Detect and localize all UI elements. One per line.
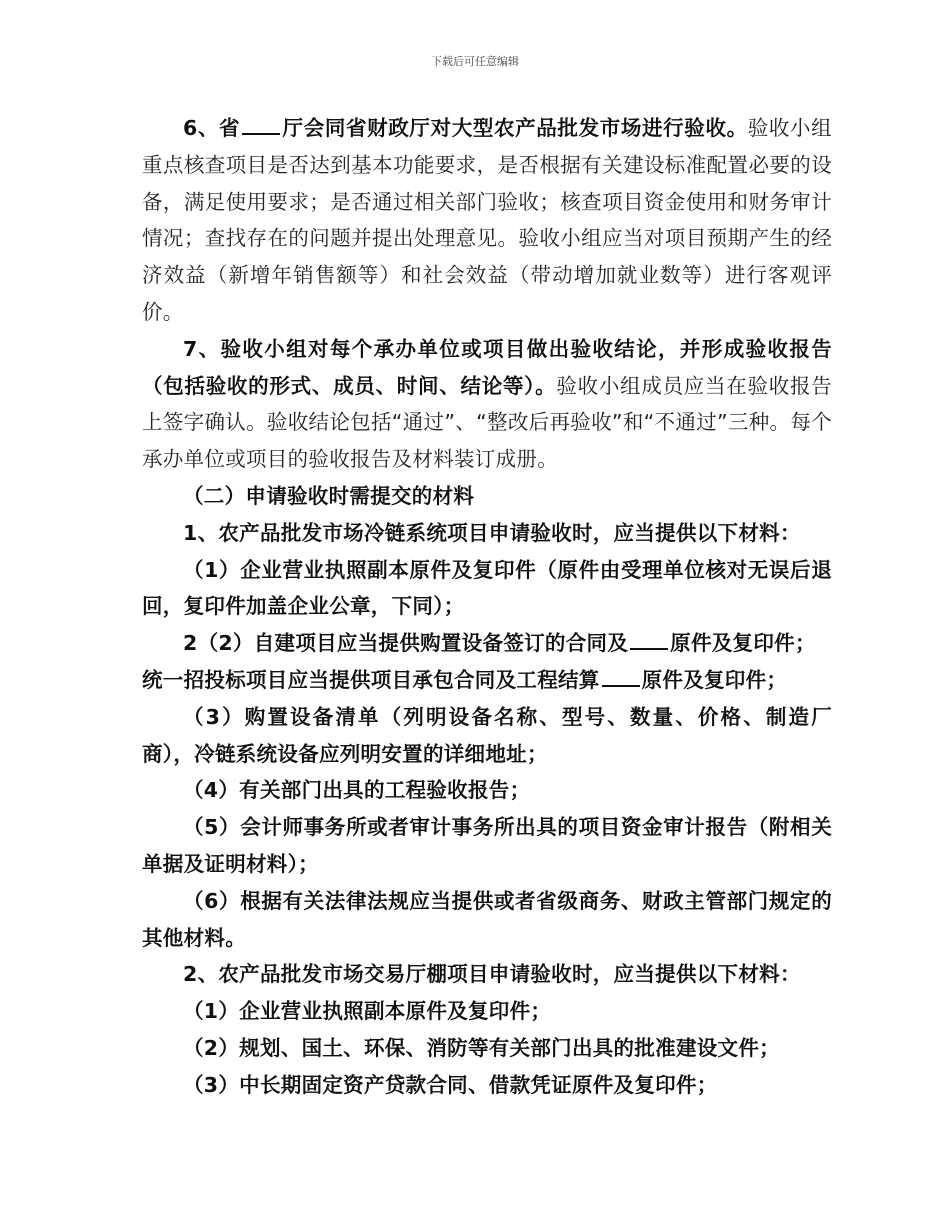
paragraph-7: [142, 331, 832, 478]
blank-line: [630, 630, 668, 650]
item-2-title: 2、农产品批发市场交易厅棚项目申请验收时，应当提供以下材料：: [183, 962, 801, 987]
document-body: [142, 110, 832, 1104]
item-1-sub-2-text-b: 原件及复印件；: [670, 631, 816, 656]
item-1-sub-3: （3）购置设备清单（列明设备名称、型号、数量、价格、制造厂商），冷链系统设备应列明安置的详细地址；: [142, 704, 832, 766]
item-2-sub-2: （2）规划、国土、环保、消防等有关部门出具的批准建设文件；: [183, 1035, 780, 1060]
paragraph-6-lead-a: 6、省: [183, 116, 241, 140]
blank-line: [602, 667, 640, 687]
paragraph-6-text: 验收小组重点核查项目是否达到基本功能要求，是否根据有关建设标准配置必要的设备，满足使用要求；是否通过相关部门验收；核查项目资金使用和财务审计情况；查找存在的问题并提出处理意见。验收小组应当对项目预期产生的经济效益（新增年销售额等）和社会效益（带动增加就业数等）进行客观评价。: [142, 116, 832, 324]
paragraph-6: [142, 110, 832, 331]
item-1-sub-4: （4）有关部门出具的工程验收报告；: [183, 778, 531, 803]
paragraph-6-lead-b: 厅会同省财政厅对大型农产品批发市场进行验收。: [282, 116, 748, 140]
item-2-sub-3: （3）中长期固定资产贷款合同、借款凭证原件及复印件；: [183, 1072, 718, 1097]
item-1-sub-2-line-1: [142, 625, 832, 662]
item-2-sub-1: （1）企业营业执照副本原件及复印件；: [183, 999, 552, 1024]
paragraph-7-lead: 7、验收小组对每个承办单位或项目做出验收结论，并形成验收报告（包括验收的形式、成员、时间、结论等）。: [142, 336, 832, 398]
blank-line: [242, 115, 280, 135]
item-1-title: 1、农产品批发市场冷链系统项目申请验收时，应当提供以下材料：: [183, 520, 801, 545]
item-1-sub-1: （1）企业营业执照副本原件及复印件（原件由受理单位核对无误后退回，复印件加盖企业公章，下同）；: [142, 557, 832, 619]
item-1-sub-6: （6）根据有关法律法规应当提供或者省级商务、财政主管部门规定的其他材料。: [142, 888, 832, 950]
item-1-sub-5: （5）会计师事务所或者审计事务所出具的项目资金审计报告（附相关单据及证明材料）；: [142, 815, 832, 876]
item-1-sub-2-text-a: 2（2）自建项目应当提供购置设备签订的合同及: [183, 631, 629, 656]
page-header: 下载后可任意编辑: [431, 55, 519, 68]
section-heading: （二）申请验收时需提交的材料: [183, 483, 475, 508]
item-1-sub-2-line-2: [142, 662, 832, 699]
paragraph-7-text: 验收小组成员应当在验收报告上签字确认。验收结论包括“通过”、“整改后再验收”和“不通过”三种。每个承办单位或项目的验收报告及材料装订成册。: [142, 373, 832, 472]
item-1-sub-2-text-d: 原件及复印件；: [641, 667, 788, 692]
item-1-sub-2-text-c: 统一招投标项目应当提供项目承包合同及工程结算: [142, 667, 600, 692]
